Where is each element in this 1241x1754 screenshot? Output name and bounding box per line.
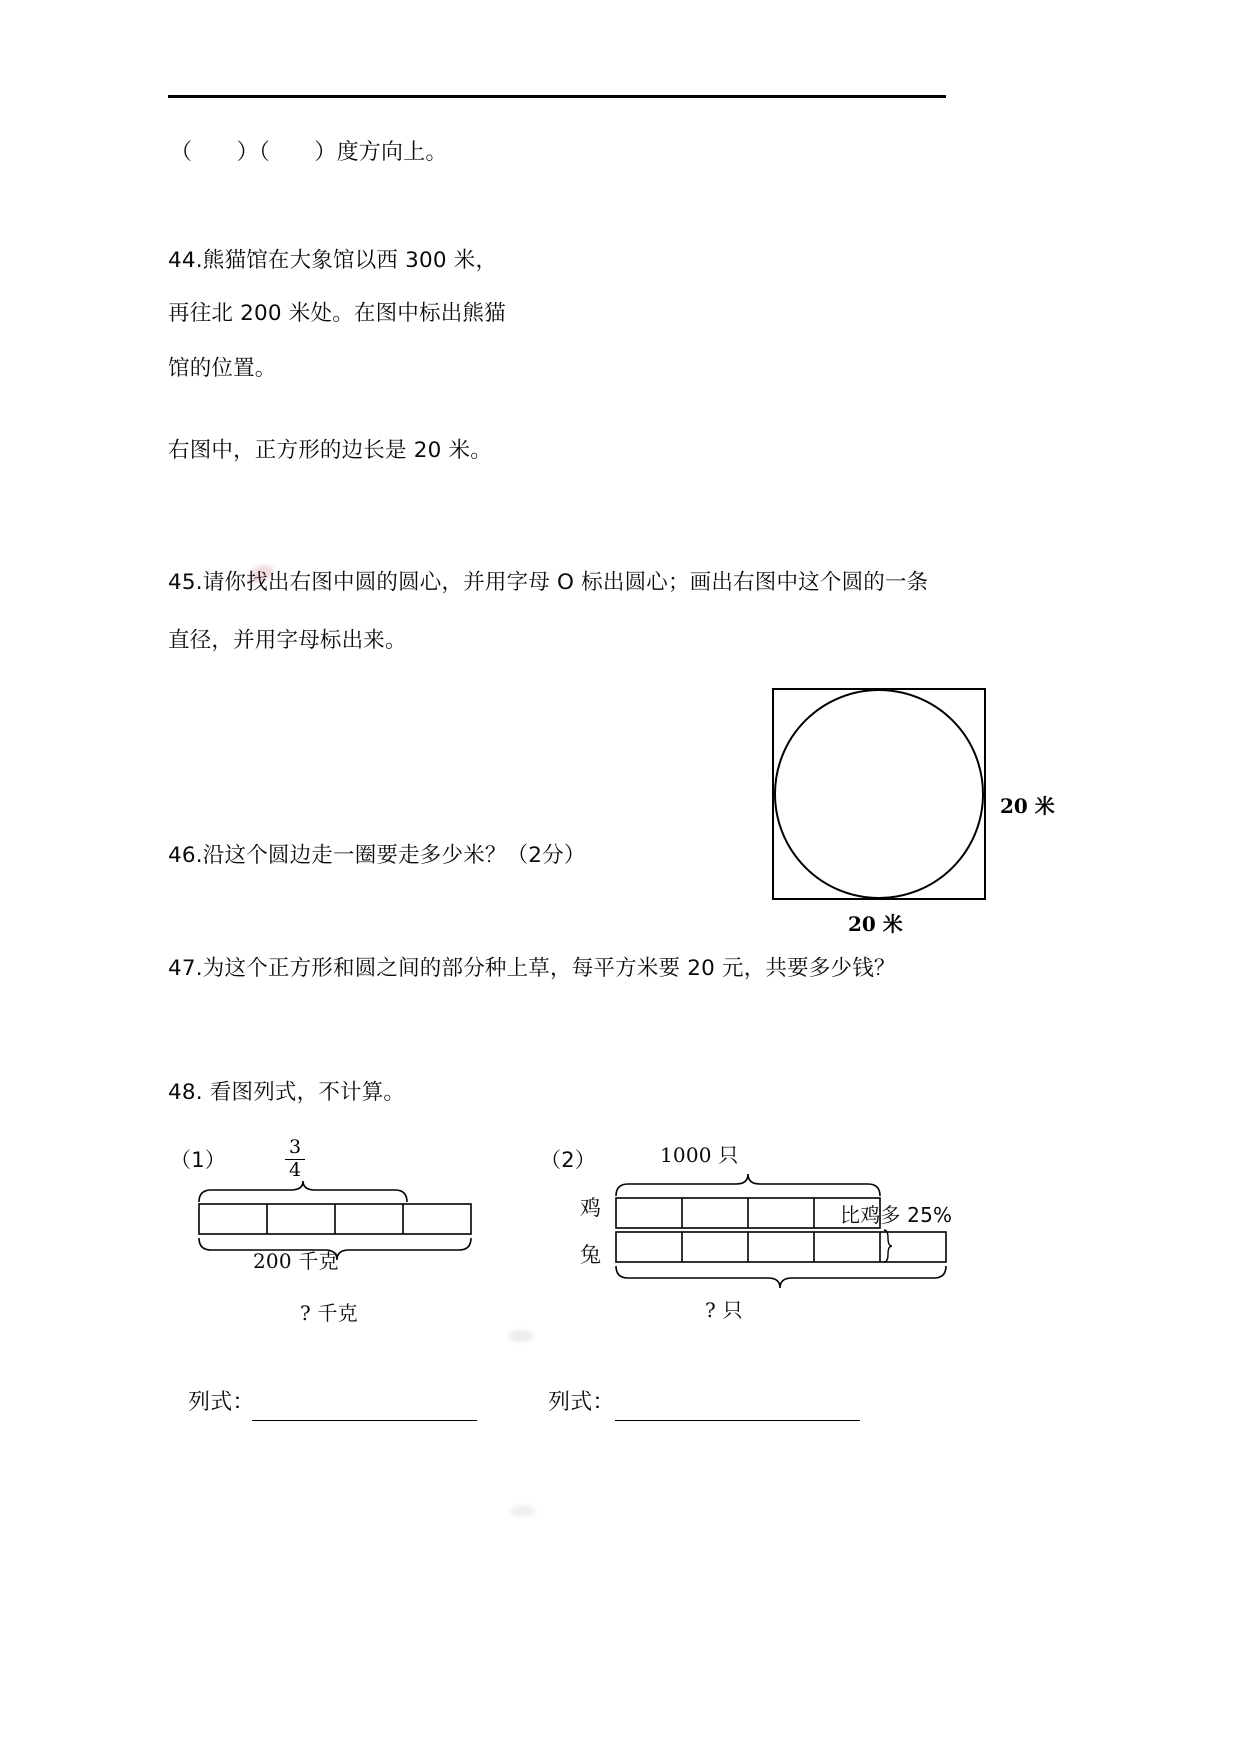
circle-outline [774,689,984,899]
diagram-2-comparison-label: 比鸡多 25% [840,1203,953,1227]
question-44-note: 右图中，正方形的边长是 20 米。 [168,438,492,463]
square-side-label-bottom: 20 米 [848,912,903,936]
question-48-line-1: 48. 看图列式，不计算。 [168,1080,406,1105]
answer-line-2[interactable] [615,1420,860,1421]
diagram-2-bracket-figure [612,1172,1012,1332]
question-44-line-1: 44.熊猫馆在大象馆以西 300 米， [168,248,498,273]
question-47-line-1: 47.为这个正方形和圆之间的部分种上草，每平方米要 20 元，共要多少钱？ [168,956,896,981]
diagram-1-bracket-figure [195,1180,505,1310]
diagram-1-known-value: 200 千克 [253,1249,339,1273]
diagram-2-rabbit-bar [616,1232,946,1262]
diagram-1-upper-brace [199,1181,407,1202]
fraction-denominator: 4 [288,1158,302,1181]
diagram-1-label: （1） [170,1148,226,1172]
question-45-line-1: 45.请你找出右图中圆的圆心，并用字母 O 标出圆心；画出右图中这个圆的一条 [168,570,929,595]
fraction-numerator: 3 [288,1136,302,1158]
square-side-label-right: 20 米 [1000,794,1055,818]
scan-artifact-mid [508,1330,534,1342]
answer-prompt-2-label: 列式： [548,1390,615,1415]
header-rule [168,95,946,98]
answer-line-1[interactable] [252,1420,477,1421]
diagram-2-row-label-rabbit: 兔 [580,1243,602,1267]
question-45-line-2: 直径，并用字母标出来。 [168,628,407,653]
diagram-2-bottom-brace [616,1266,946,1288]
question-44-line-2: 再往北 200 米处。在图中标出熊猫 [168,301,506,326]
diagram-2-label: （2） [540,1148,596,1172]
scan-artifact-lower [510,1505,536,1517]
diagram-1-unknown-value: ? 千克 [300,1301,358,1325]
diagram-2-unknown-value: ? 只 [705,1298,743,1322]
question-44-line-3: 馆的位置。 [168,356,277,381]
answer-prompt-1-label: 列式： [188,1390,255,1415]
continued-question-line: （ ）（ ）度方向上。 [170,140,448,165]
diagram-2-row-label-chicken: 鸡 [580,1196,602,1220]
diagram-1-fraction [280,1138,310,1181]
diagram-2-extra-bracket [884,1230,892,1262]
diagram-2-top-brace [616,1174,880,1196]
question-46-line-1: 46.沿这个圆边走一圈要走多少米？（2分） [168,843,586,868]
diagram-2-top-value: 1000 只 [660,1143,739,1167]
